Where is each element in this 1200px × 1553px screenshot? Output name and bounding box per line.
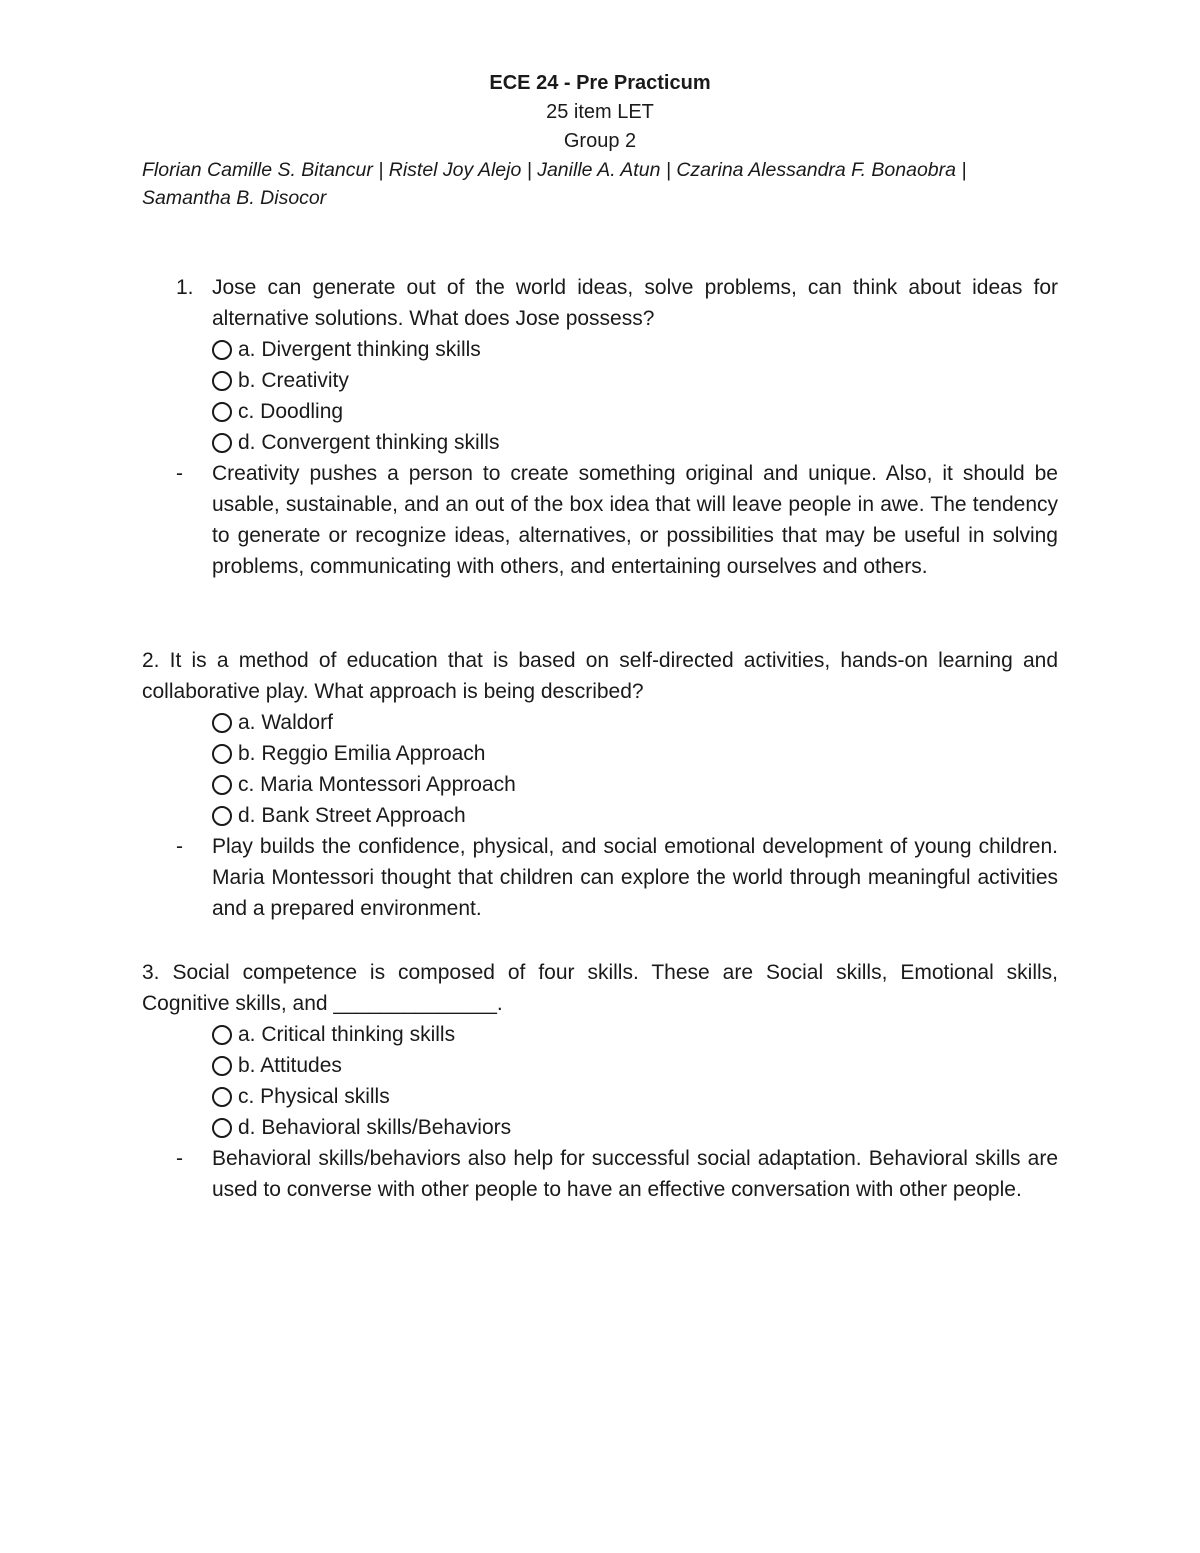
document-header xyxy=(142,68,1058,212)
option-d[interactable] xyxy=(212,800,1058,831)
group-label: Group 2 xyxy=(563,130,637,152)
option-d[interactable] xyxy=(212,1112,1058,1143)
option-label: d. Bank Street Approach xyxy=(238,804,466,827)
options-list xyxy=(142,334,1058,458)
radio-circle-icon[interactable] xyxy=(212,1118,232,1138)
radio-circle-icon[interactable] xyxy=(212,433,232,453)
option-label: c. Physical skills xyxy=(238,1085,390,1108)
answer-explanation xyxy=(142,1143,1058,1205)
radio-circle-icon[interactable] xyxy=(212,1056,232,1076)
bullet-dash: - xyxy=(176,462,183,485)
option-a[interactable] xyxy=(212,707,1058,738)
radio-circle-icon[interactable] xyxy=(212,775,232,795)
answer-explanation xyxy=(142,458,1058,582)
radio-circle-icon[interactable] xyxy=(212,1025,232,1045)
authors-line: Florian Camille S. Bitancur | Ristel Joy Alejo | Janille A. Atun | Czarina Alessandra F. Bonaobra | Samantha B. Disocor xyxy=(142,159,967,209)
option-label: b. Creativity xyxy=(238,369,349,392)
option-label: b. Reggio Emilia Approach xyxy=(238,742,486,765)
option-label: a. Critical thinking skills xyxy=(238,1023,456,1046)
options-list xyxy=(142,1019,1058,1143)
radio-circle-icon[interactable] xyxy=(212,371,232,391)
radio-circle-icon[interactable] xyxy=(212,713,232,733)
option-b[interactable] xyxy=(212,1050,1058,1081)
question-stem xyxy=(142,272,1058,334)
radio-circle-icon[interactable] xyxy=(212,806,232,826)
document-subtitle: 25 item LET xyxy=(546,101,654,123)
option-b[interactable] xyxy=(212,365,1058,396)
option-c[interactable] xyxy=(212,396,1058,427)
option-d[interactable] xyxy=(212,427,1058,458)
explanation-text: Behavioral skills/behaviors also help for successful social adaptation. Behavioral skills are used to converse with other people to have an effective conversation with other people. xyxy=(212,1147,1058,1201)
option-c[interactable] xyxy=(212,769,1058,800)
explanation-text: Play builds the confidence, physical, and social emotional development of young children. Maria Montessori thought that children can explore the world through meaningful activities and a prepared environment. xyxy=(212,835,1058,920)
option-label: c. Doodling xyxy=(238,400,344,423)
answer-explanation xyxy=(142,831,1058,924)
radio-circle-icon[interactable] xyxy=(212,402,232,422)
question-1 xyxy=(142,272,1058,582)
radio-circle-icon[interactable] xyxy=(212,340,232,360)
explanation-text: Creativity pushes a person to create something original and unique. Also, it should be usable, sustainable, and an out of the box idea that will leave people in awe. The tendency to generate or recognize ideas, alternatives, or possibilities that may be useful in solving problems, communicating with others, and entertaining ourselves and others. xyxy=(212,462,1058,578)
option-label: a. Waldorf xyxy=(238,711,333,734)
question-stem: 3. Social competence is composed of four skills. These are Social skills, Emotional skills, Cognitive skills, and ______________. xyxy=(142,961,1058,1015)
option-a[interactable] xyxy=(212,1019,1058,1050)
bullet-dash: - xyxy=(176,835,183,858)
question-stem: 2. It is a method of education that is based on self-directed activities, hands-on learning and collaborative play. What approach is being described? xyxy=(142,649,1058,703)
question-3 xyxy=(142,957,1058,1205)
option-label: d. Convergent thinking skills xyxy=(238,431,500,454)
document-title: ECE 24 - Pre Practicum xyxy=(489,72,711,94)
options-list xyxy=(142,707,1058,831)
option-label: a. Divergent thinking skills xyxy=(238,338,481,361)
radio-circle-icon[interactable] xyxy=(212,744,232,764)
option-label: c. Maria Montessori Approach xyxy=(238,773,516,796)
option-label: b. Attitudes xyxy=(238,1054,342,1077)
question-2 xyxy=(142,645,1058,924)
option-b[interactable] xyxy=(212,738,1058,769)
option-c[interactable] xyxy=(212,1081,1058,1112)
question-number: 1. xyxy=(176,276,194,299)
radio-circle-icon[interactable] xyxy=(212,1087,232,1107)
question-text: Jose can generate out of the world ideas, solve problems, can think about ideas for alternative solutions. What does Jose possess? xyxy=(212,276,1058,330)
bullet-dash: - xyxy=(176,1147,183,1170)
option-label: d. Behavioral skills/Behaviors xyxy=(238,1116,512,1139)
option-a[interactable] xyxy=(212,334,1058,365)
